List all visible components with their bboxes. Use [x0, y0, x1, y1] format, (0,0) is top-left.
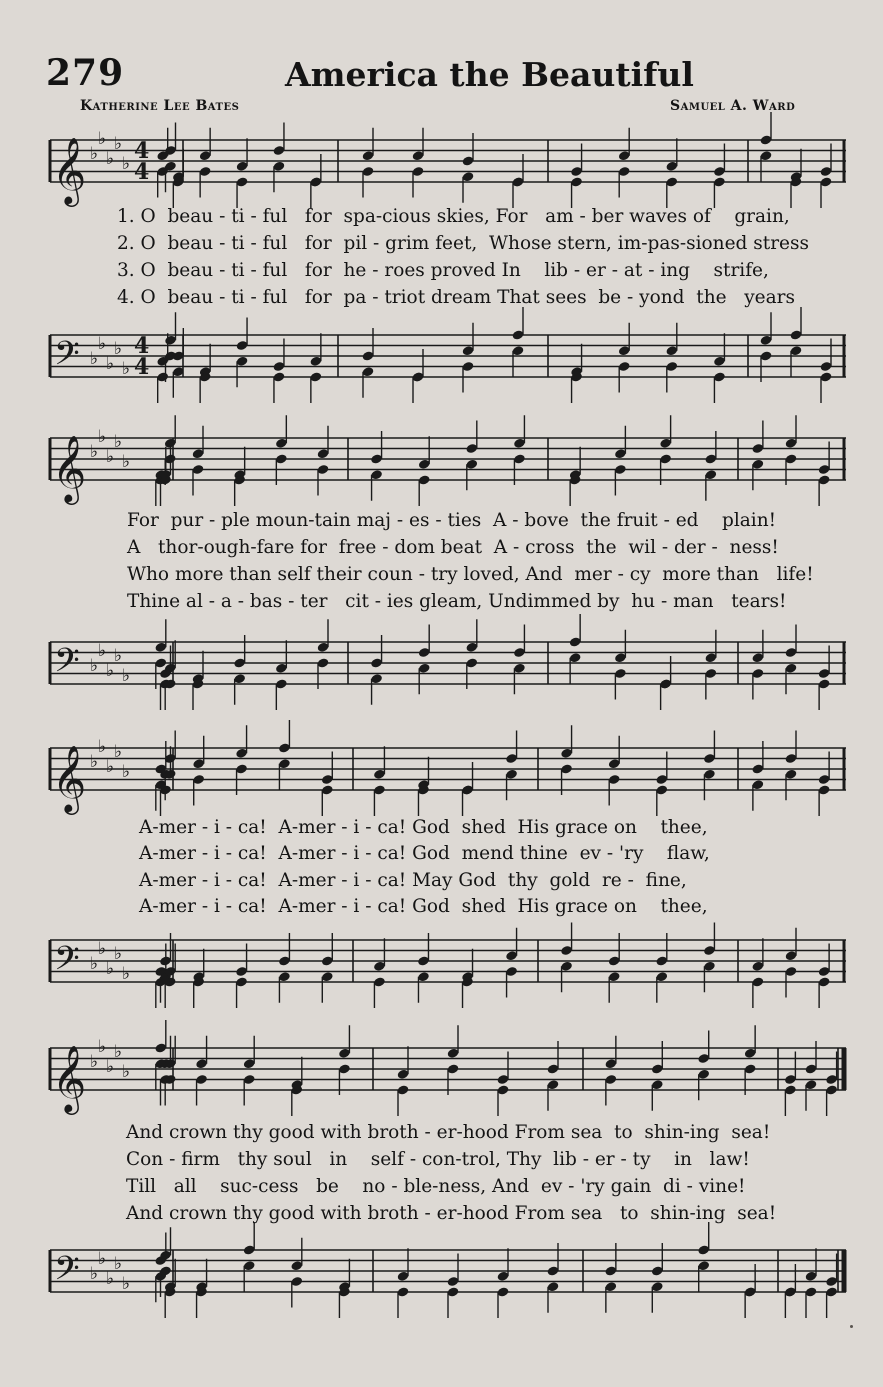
- svg-text:𝄢: 𝄢: [54, 940, 80, 986]
- svg-text:♭: ♭: [98, 427, 107, 447]
- bass-staff-3: [48, 930, 848, 1010]
- svg-text:4: 4: [134, 333, 150, 359]
- svg-text:4: 4: [134, 138, 150, 164]
- lyric-line: Till all suc-cess be no - ble-ness, And ev - 'ry gain di - vine!: [126, 1176, 746, 1197]
- svg-text:♭: ♭: [90, 1052, 99, 1072]
- svg-text:♭: ♭: [122, 359, 131, 379]
- svg-text:𝄢: 𝄢: [54, 1250, 80, 1296]
- svg-text:♭: ♭: [122, 1062, 131, 1082]
- treble-staff-2: [48, 428, 848, 508]
- svg-text:♭: ♭: [98, 129, 107, 149]
- lyric-line: 2. O beau - ti - ful for pil - grim feet, Whose stern, im-pas-sioned stress: [117, 233, 809, 254]
- lyric-line: 3. O beau - ti - ful for he - roes proved In lib - er - at - ing strife,: [117, 260, 769, 281]
- svg-text:♭: ♭: [98, 737, 107, 757]
- svg-text:♭: ♭: [106, 149, 115, 169]
- lyric-line: Thine al - a - bas - ter cit - ies gleam, Undimmed by hu - man tears!: [127, 591, 787, 612]
- treble-staff-3: [48, 738, 848, 818]
- svg-text:♭: ♭: [90, 656, 99, 676]
- svg-text:♭: ♭: [98, 334, 107, 354]
- svg-text:♭: ♭: [122, 964, 131, 984]
- lyric-line: Con - firm thy soul in self - con-trol, Thy lib - er - ty in law!: [126, 1149, 750, 1170]
- lyric-line: For pur - ple moun-tain maj - es - ties A - bove the fruit - ed plain!: [127, 510, 777, 531]
- svg-text:4: 4: [134, 159, 150, 185]
- svg-text:♭: ♭: [114, 134, 123, 154]
- treble-staff-4: [48, 1038, 848, 1118]
- svg-text:4: 4: [134, 354, 150, 380]
- svg-text:♭: ♭: [122, 154, 131, 174]
- svg-text:𝄞: 𝄞: [52, 136, 87, 204]
- lyric-line: A thor-ough-fare for free - dom beat A - cross the wil - der - ness!: [127, 537, 779, 558]
- bass-staff-1: [48, 325, 848, 405]
- lyric-line: Who more than self their coun - try loved, And mer - cy more than life!: [127, 564, 814, 585]
- svg-text:♭: ♭: [106, 447, 115, 467]
- lyric-line: 1. O beau - ti - ful for spa-cious skies, For am - ber waves of grain,: [117, 206, 790, 227]
- author-credit: Katherine Lee Bates: [80, 98, 240, 114]
- bass-staff-2: [48, 632, 848, 712]
- svg-text:𝄞: 𝄞: [52, 434, 87, 502]
- svg-text:♭: ♭: [106, 757, 115, 777]
- svg-text:♭: ♭: [90, 349, 99, 369]
- svg-text:𝄞: 𝄞: [52, 744, 87, 812]
- svg-text:♭: ♭: [122, 666, 131, 686]
- bass-staff-4: [48, 1240, 848, 1320]
- svg-text:♭: ♭: [90, 954, 99, 974]
- svg-text:♭: ♭: [122, 452, 131, 472]
- svg-text:♭: ♭: [114, 339, 123, 359]
- treble-staff-1: [48, 130, 848, 210]
- svg-text:𝄢: 𝄢: [54, 335, 80, 381]
- svg-text:𝄢: 𝄢: [54, 642, 80, 688]
- lyric-line: And crown thy good with broth - er-hood From sea to shin-ing sea!: [126, 1203, 777, 1224]
- svg-text:♭: ♭: [98, 1037, 107, 1057]
- svg-text:♭: ♭: [98, 1249, 107, 1269]
- svg-text:♭: ♭: [114, 944, 123, 964]
- svg-text:♭: ♭: [98, 939, 107, 959]
- svg-text:♭: ♭: [122, 1274, 131, 1294]
- svg-text:♭: ♭: [106, 1057, 115, 1077]
- svg-text:♭: ♭: [106, 354, 115, 374]
- svg-text:♭: ♭: [114, 742, 123, 762]
- composer-credit: Samuel A. Ward: [670, 98, 796, 114]
- hymn-number: 279: [46, 52, 125, 94]
- lyric-line: A-mer - i - ca! A-mer - i - ca! May God thy gold re - fine,: [139, 870, 687, 891]
- lyric-line: A-mer - i - ca! A-mer - i - ca! God mend thine ev - 'ry flaw,: [139, 843, 710, 864]
- lyric-line: A-mer - i - ca! A-mer - i - ca! God shed His grace on thee,: [139, 896, 708, 917]
- svg-text:𝄞: 𝄞: [52, 1044, 87, 1112]
- lyric-line: A-mer - i - ca! A-mer - i - ca! God shed His grace on thee,: [139, 817, 708, 838]
- svg-text:♭: ♭: [122, 762, 131, 782]
- svg-text:♭: ♭: [114, 432, 123, 452]
- svg-text:♭: ♭: [106, 661, 115, 681]
- svg-text:♭: ♭: [90, 442, 99, 462]
- svg-text:♭: ♭: [106, 959, 115, 979]
- svg-text:♭: ♭: [98, 641, 107, 661]
- svg-text:♭: ♭: [106, 1269, 115, 1289]
- svg-text:♭: ♭: [114, 1042, 123, 1062]
- svg-text:♭: ♭: [114, 1254, 123, 1274]
- svg-text:♭: ♭: [90, 1264, 99, 1284]
- svg-text:♭: ♭: [114, 646, 123, 666]
- lyric-line: And crown thy good with broth - er-hood From sea to shin-ing sea!: [126, 1122, 771, 1143]
- svg-text:♭: ♭: [90, 144, 99, 164]
- lyric-line: 4. O beau - ti - ful for pa - triot dream That sees be - yond the years: [117, 287, 795, 308]
- hymn-title: America the Beautiful: [285, 55, 694, 94]
- page-speck: [850, 1325, 853, 1328]
- svg-text:♭: ♭: [90, 752, 99, 772]
